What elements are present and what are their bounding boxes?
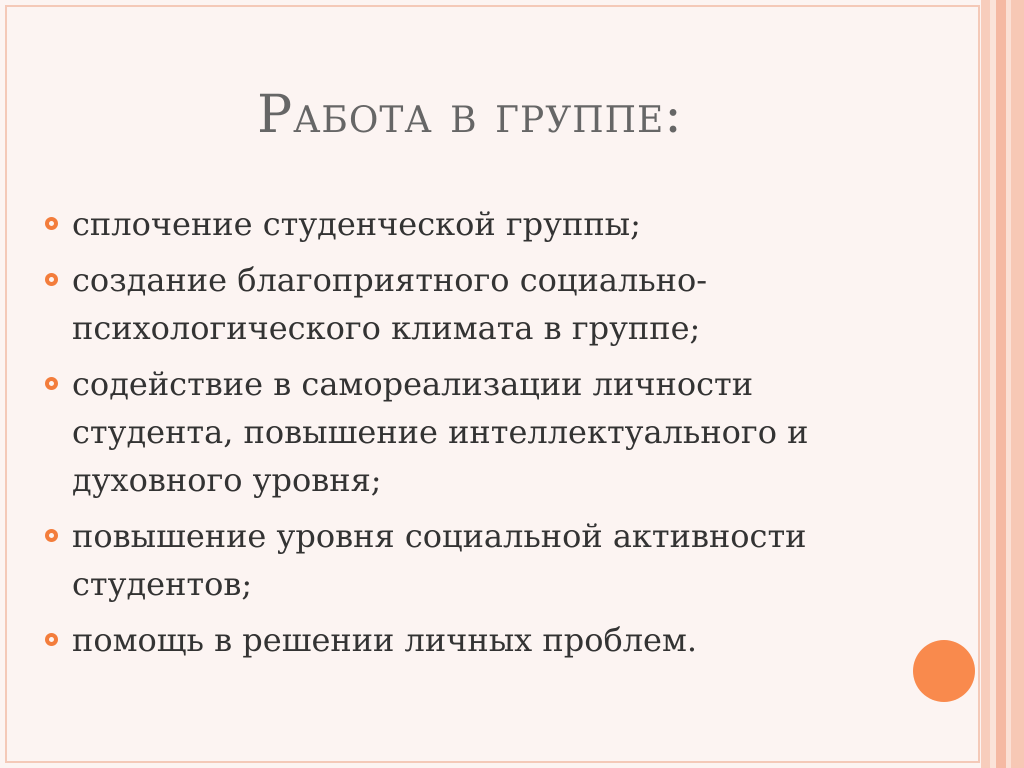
orange-circle-decoration [913, 640, 975, 702]
slide-title: Работа в группе: [257, 85, 683, 145]
bullet-text: сплочение студенческой группы; [72, 205, 641, 243]
bullet-text: помощь в решении личных проблем. [72, 621, 698, 659]
bullet-text: содействие в самореализации личности студента, повышение интеллектуального и духовного уровня; [72, 365, 809, 499]
bullet-item [45, 512, 915, 608]
decorative-stripe [981, 0, 990, 768]
bullet-list [45, 200, 915, 672]
bullet-item [45, 256, 915, 352]
circle-bullet-icon [45, 273, 58, 286]
bullet-item [45, 616, 915, 664]
circle-bullet-icon [45, 217, 58, 230]
circle-bullet-icon [45, 633, 58, 646]
decorative-stripe [996, 0, 1006, 768]
bullet-text: создание благоприятного социально-психологического климата в группе; [72, 261, 708, 347]
decorative-stripe [1011, 0, 1024, 768]
bullet-item [45, 360, 915, 504]
circle-bullet-icon [45, 377, 58, 390]
bullet-text: повышение уровня социальной активности студентов; [72, 517, 807, 603]
circle-bullet-icon [45, 529, 58, 542]
bullet-item [45, 200, 915, 248]
